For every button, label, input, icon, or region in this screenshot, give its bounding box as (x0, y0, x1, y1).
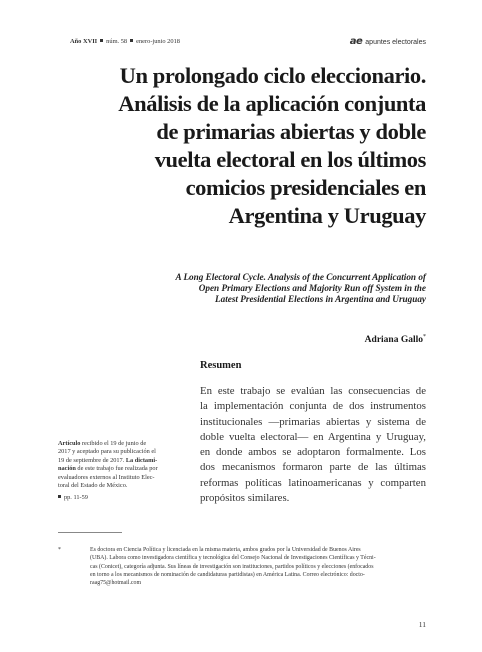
abstract-heading: Resumen (200, 360, 242, 371)
english-title (126, 272, 426, 306)
running-header (70, 36, 426, 50)
abstract-line: propósitos similares. (200, 492, 290, 505)
article-note-bold: La dictami- (125, 456, 158, 464)
author-name (365, 334, 426, 345)
article-note-line (58, 465, 186, 473)
issue-label: núm. 58 (106, 38, 128, 45)
abstract-line: la implementación conjunta de dos instrumentos (200, 400, 426, 413)
title-line: Argentina y Uruguay (228, 203, 426, 228)
journal-brand (350, 36, 426, 47)
title-line: comicios presidenciales en (185, 175, 426, 200)
separator-square-icon (100, 39, 103, 42)
footnote-mark: * (58, 547, 61, 553)
article-note-line (58, 457, 186, 465)
article-note-line (58, 440, 186, 448)
abstract-body (200, 384, 426, 506)
article-title (66, 62, 426, 230)
article-note-text: de este trabajo fue realizada por (75, 465, 158, 473)
article-note-text: recibido el 19 de junio de (80, 440, 147, 447)
abstract-line: institucionales —primarias abiertas y sistema de (200, 415, 426, 428)
title-line: de primarias abiertas y doble (156, 119, 426, 144)
journal-name: apuntes electorales (365, 39, 426, 46)
english-title-line: Open Primary Elections and Majority Run off System in the (198, 283, 426, 294)
year-label: Año XVII (70, 38, 98, 45)
journal-logo-icon: ae (349, 36, 363, 47)
article-note-lead: Artículo (58, 440, 81, 447)
abstract-line: En este trabajo se evalúan las consecuencias de (200, 385, 426, 397)
english-title-line: A Long Electoral Cycle. Analysis of the Concurrent Application of (175, 272, 426, 282)
title-line: Un prolongado ciclo eleccionario. (119, 63, 426, 88)
article-note-bold: nación (58, 465, 76, 473)
article-note-line: 2017 y aceptado para su publicación el (58, 448, 156, 456)
article-note-text: 19 de septiembre de 2017. (58, 456, 126, 464)
footnote-line: cas (Conicet), categoría adjunta. Sus líneas de investigación son instituciones, partidos políticos y elecciones (enfocados (90, 563, 374, 570)
title-line: Análisis de la aplicación conjunta (118, 91, 426, 116)
page-number: 11 (418, 620, 426, 629)
footnote-divider (58, 532, 122, 533)
period-label: enero-junio 2018 (136, 38, 180, 45)
abstract-line: en donde ambos se adoptaron formalmente. Los (200, 446, 426, 459)
separator-square-icon (130, 39, 133, 42)
author-footnote-mark[interactable]: * (423, 334, 426, 340)
page-range (58, 494, 186, 502)
bullet-square-icon (58, 495, 61, 498)
author-name-text: Adriana Gallo (364, 335, 423, 346)
page-range-text: pp. 11-59 (64, 494, 88, 502)
abstract-line: doble vuelta electoral— en Argentina y Uruguay, (200, 430, 426, 443)
article-note (58, 440, 186, 503)
footnote-line: en torno a los mecanismos de nominación de candidaturas partidistas) en América Latina. Correo electrónico: docto- (90, 571, 365, 578)
abstract-line: reformas políticas latinoamericanas y comparten (200, 476, 426, 489)
author-footnote (58, 546, 428, 587)
footnote-email[interactable]: raag75@hotmail.com (90, 580, 142, 587)
issue-info (70, 38, 180, 45)
footnote-line: Es doctora en Ciencia Política y licenciada en la misma materia, ambos grados por la Universidad de Buenos Aires (90, 547, 361, 553)
abstract-line: dos mecanismos formaron parte de las últimas (200, 461, 426, 474)
english-title-line: Latest Presidential Elections in Argentina and Uruguay (215, 294, 426, 305)
footnote-text (90, 546, 428, 587)
footnote-line: (UBA). Labora como investigadora científica y tecnológica del Consejo Nacional de Investigaciones Científicas y Técni- (90, 555, 376, 562)
article-note-line: evaluadores externos al Instituto Elec- (58, 473, 155, 481)
article-note-line: toral del Estado de México. (58, 482, 128, 490)
title-line: vuelta electoral en los últimos (154, 147, 426, 172)
